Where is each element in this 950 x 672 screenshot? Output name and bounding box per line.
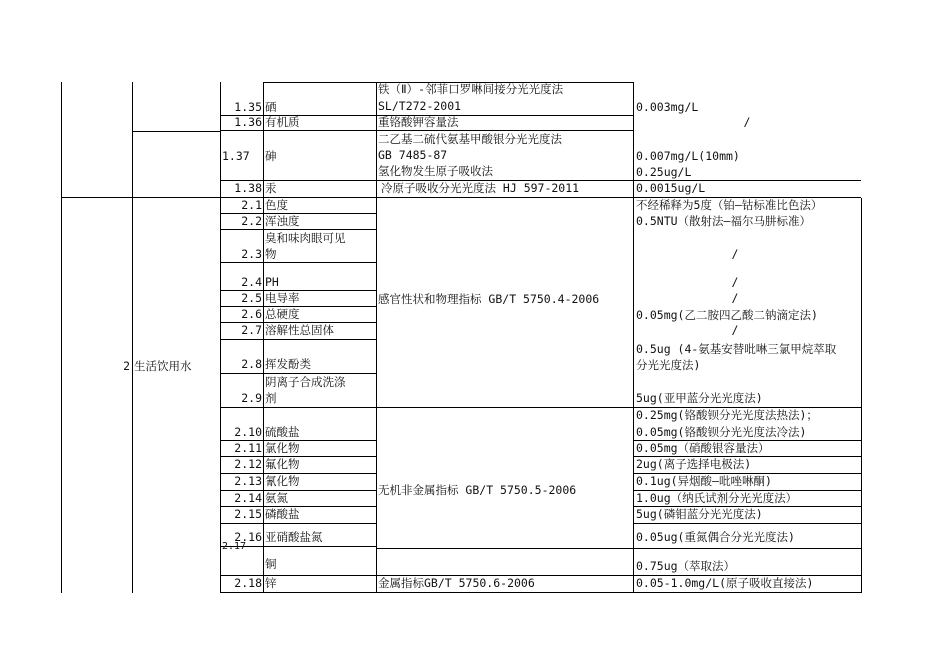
item-name: 剂 — [265, 391, 277, 405]
row-number: 2.7 — [241, 323, 262, 337]
row-number: 2.16 — [234, 530, 262, 544]
col-line — [132, 82, 133, 593]
item-name: 氯化物 — [265, 441, 300, 455]
row-line — [220, 592, 861, 593]
row-line — [220, 229, 376, 230]
col-line — [61, 82, 62, 593]
detection-limit: 0.05mg（硝酸银容量法） — [636, 441, 770, 455]
detection-limit: 0.0015ug/L — [636, 181, 706, 195]
row-number: 1.38 — [234, 181, 262, 195]
row-line — [633, 523, 861, 524]
method-text: 重铬酸钾容量法 — [378, 115, 459, 129]
method-text: 二乙基二硫代氨基甲酸银分光光度法 — [378, 132, 562, 146]
detection-limit: 1.0ug（纳氏试剂分光光度法） — [636, 491, 798, 505]
detection-limit: 0.1ug(异烟酸—吡唑啉酮) — [636, 474, 772, 488]
row-number: 2.18 — [234, 576, 262, 590]
method-group-label: 金属指标GB/T 5750.6-2006 — [378, 576, 535, 590]
detection-limit: 0.007mg/L(10mm) — [636, 149, 740, 163]
row-number: 2.10 — [234, 425, 262, 439]
detection-limit: 分光光度法) — [636, 358, 701, 372]
row-number: 2.11 — [234, 441, 262, 455]
detection-limit: / — [731, 275, 739, 289]
row-number: 1.37 — [222, 149, 250, 163]
row-number: 2.4 — [241, 275, 262, 289]
item-name: 臭和味肉眼可见 — [265, 231, 346, 245]
row-number: 2.13 — [234, 474, 262, 488]
row-line — [220, 262, 376, 263]
row-number: 2.14 — [234, 491, 262, 505]
detection-limit: 不经稀释为5度（铂—钴标准比色法） — [636, 198, 823, 212]
detection-limit: 0.75ug（萃取法） — [636, 559, 736, 573]
item-name: 亚硝酸盐氮 — [265, 530, 323, 544]
row-number: 1.35 — [234, 100, 262, 114]
col-line — [263, 82, 264, 593]
row-number: 2.1 — [241, 198, 262, 212]
item-name: 硫酸盐 — [265, 425, 300, 439]
row-line — [220, 339, 376, 340]
row-number: 2.12 — [234, 457, 262, 471]
method-text: 冷原子吸收分光光度法 HJ 597-2011 — [381, 181, 580, 195]
detection-limit: 0.05-1.0mg/L(原子吸收直接法) — [636, 576, 814, 590]
standard-text: SL/T272-2001 — [378, 99, 462, 113]
item-name: 硒 — [265, 100, 277, 114]
row-line — [220, 373, 376, 374]
detection-limit: 5ug(磷钼蓝分光光度法) — [636, 507, 763, 521]
row-number: 2.8 — [241, 357, 262, 371]
row-number: 2.6 — [241, 307, 262, 321]
detection-limit: 0.05mg(铬酸钡分光光度法冷法) — [636, 425, 807, 439]
item-name: PH — [265, 275, 279, 289]
method-group-label: 感官性状和物理指标 GB/T 5750.4-2006 — [378, 292, 600, 306]
detection-limit: 0.5NTU（散射法—福尔马肼标准） — [636, 214, 811, 228]
item-name: 汞 — [265, 181, 277, 195]
row-number: 1.36 — [234, 115, 262, 129]
item-name: 物 — [265, 247, 277, 261]
item-name: 色度 — [265, 198, 288, 212]
item-name: 浑浊度 — [265, 214, 300, 228]
detection-limit: 0.003mg/L — [636, 100, 699, 114]
detection-limit: 0.25mg(铬酸钡分光光度法热法)； — [636, 408, 818, 422]
group-index: 2 — [123, 359, 130, 373]
row-number: 2.5 — [241, 291, 262, 305]
detection-limit: 0.05mg(乙二胺四乙酸二钠滴定法) — [636, 308, 818, 322]
item-name: 铜 — [265, 557, 277, 571]
row-number: 2.9 — [241, 391, 262, 405]
row-line — [376, 548, 861, 549]
row-number: 2.15 — [234, 507, 262, 521]
item-name: 电导率 — [265, 291, 300, 305]
row-number: 2.3 — [241, 247, 262, 261]
method-text: 氢化物发生原子吸收法 — [378, 164, 493, 178]
detection-limit: / — [731, 323, 739, 337]
item-name: 氟化物 — [265, 457, 300, 471]
category-label: 生活饮用水 — [134, 359, 192, 373]
method-text: 铁（Ⅱ）-邻菲口罗啉间接分光光度法 — [378, 82, 564, 96]
item-name: 氨氮 — [265, 491, 288, 505]
detection-limit: 0.5ug (4-氨基安替吡啉三氯甲烷萃取 — [636, 342, 837, 356]
item-name: 有机质 — [265, 115, 300, 129]
row-number: 2.2 — [241, 214, 262, 228]
item-name: 锌 — [265, 576, 277, 590]
detection-limit: 0.05ug(重氮偶合分光光度法) — [636, 530, 795, 544]
col-line — [376, 82, 377, 593]
detection-limit: / — [731, 291, 739, 305]
item-name: 氰化物 — [265, 474, 300, 488]
row-line — [220, 523, 376, 524]
item-name: 溶解性总固体 — [265, 323, 334, 337]
row-line — [220, 130, 633, 131]
item-name: 挥发酚类 — [265, 357, 311, 371]
detection-limit: 0.25ug/L — [636, 165, 692, 179]
method-group-label: 无机非金属指标 GB/T 5750.5-2006 — [378, 483, 577, 497]
detection-limit: 2ug(离子选择电极法) — [636, 457, 752, 471]
item-name: 砷 — [265, 149, 277, 163]
item-name: 磷酸盐 — [265, 507, 300, 521]
detection-limit: 5ug(亚甲蓝分光光度法) — [636, 391, 763, 405]
row-number: 2.17 — [222, 541, 247, 552]
detection-limit: / — [731, 247, 739, 261]
standard-text: GB 7485-87 — [378, 148, 448, 162]
item-name: 总硬度 — [265, 307, 300, 321]
row-line — [132, 131, 220, 132]
item-name: 阴离子合成洗涤 — [265, 375, 346, 389]
col-line — [861, 198, 862, 593]
detection-limit: / — [743, 115, 751, 129]
